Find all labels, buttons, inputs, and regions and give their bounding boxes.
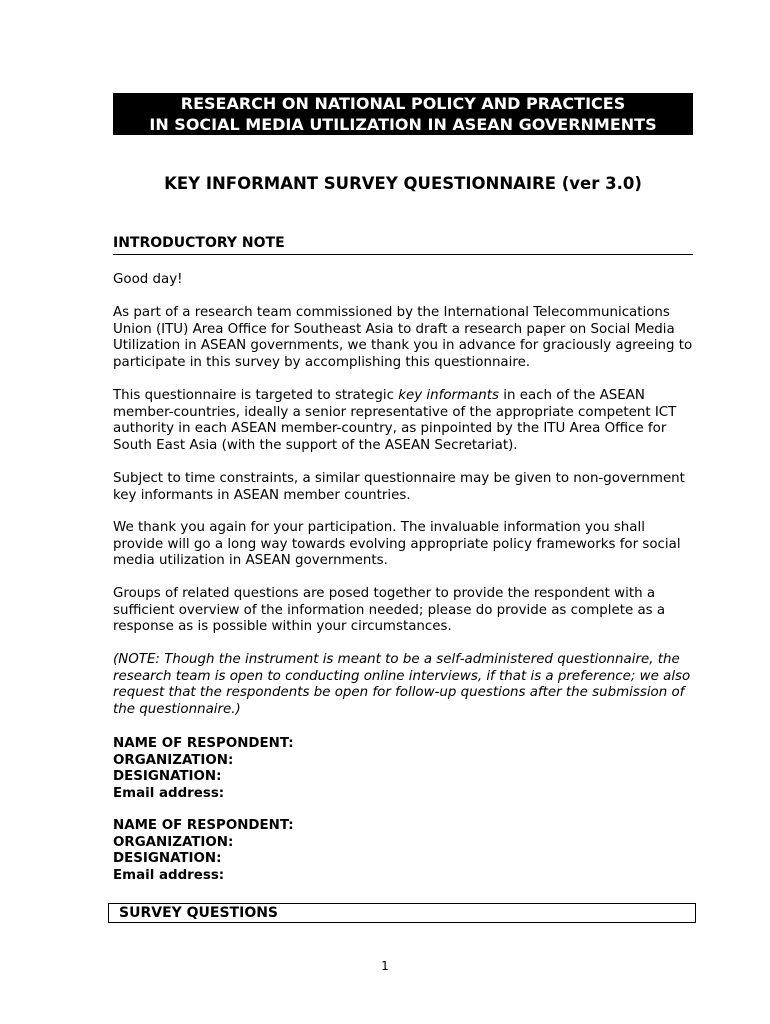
email-label: Email address: [113, 785, 225, 801]
respondent-name-label: NAME OF RESPONDENT: [113, 736, 294, 751]
paragraph-2-emphasis: key informants [398, 388, 499, 403]
intro-heading: INTRODUCTORY NOTE [113, 234, 693, 255]
page-number: 1 [381, 959, 389, 973]
greeting: Good day! [113, 272, 183, 287]
paragraph-2 [113, 388, 698, 454]
paragraph-3: Subject to time constraints, a similar questionnaire may be given to non-government key informants in ASEAN member countries. [113, 471, 685, 503]
paragraph-2-start: This questionnaire is targeted to strategic [113, 388, 399, 403]
document-title [113, 93, 693, 135]
organization-label: ORGANIZATION: [113, 834, 234, 850]
email-label: Email address: [113, 867, 225, 883]
paragraph-4: We thank you again for your participation. The invaluable information you shall provide will go a long way towards evolving appropriate policy frameworks for social media utilization in ASEAN governments. [113, 520, 681, 569]
respondent-block-2 [113, 818, 513, 884]
designation-label: DESIGNATION: [113, 769, 222, 785]
paragraph-2-end: in each of the ASEAN member-countries, ideally a senior representative of the appropriate competent ICT authority in each ASEAN member-country, as pinpointed by the ITU Area Office for South East Asia (with the support of the ASEAN Secretariat). [113, 388, 677, 453]
title-line-1: RESEARCH ON NATIONAL POLICY AND PRACTICES [180, 94, 626, 113]
document-subtitle: KEY INFORMANT SURVEY QUESTIONNAIRE (ver 3.0) [164, 174, 642, 193]
survey-questions-heading: SURVEY QUESTIONS [108, 903, 696, 923]
paragraph-1: As part of a research team commissioned by the International Telecommunications Union (ITU) Area Office for Southeast Asia to draft a research paper on Social Media Utilization in ASEAN governments, we thank you in advance for graciously agreeing to participate in this survey by accomplishing this questionnaire. [113, 305, 693, 370]
respondent-name-label: NAME OF RESPONDENT: [113, 818, 294, 833]
designation-label: DESIGNATION: [113, 851, 222, 867]
note-paragraph: (NOTE: Though the instrument is meant to be a self-administered questionnaire, the research team is open to conducting online interviews, if that is a preference; we also request that the respondents be open for follow-up questions after the submission of the questionnaire.) [113, 652, 691, 717]
title-line-2: IN SOCIAL MEDIA UTILIZATION IN ASEAN GOVERNMENTS [149, 115, 657, 134]
organization-label: ORGANIZATION: [113, 752, 234, 768]
respondent-block-1 [113, 736, 513, 802]
paragraph-5: Groups of related questions are posed together to provide the respondent with a sufficient overview of the information needed; please do provide as complete as a response as is possible within your circumstances. [113, 586, 666, 635]
